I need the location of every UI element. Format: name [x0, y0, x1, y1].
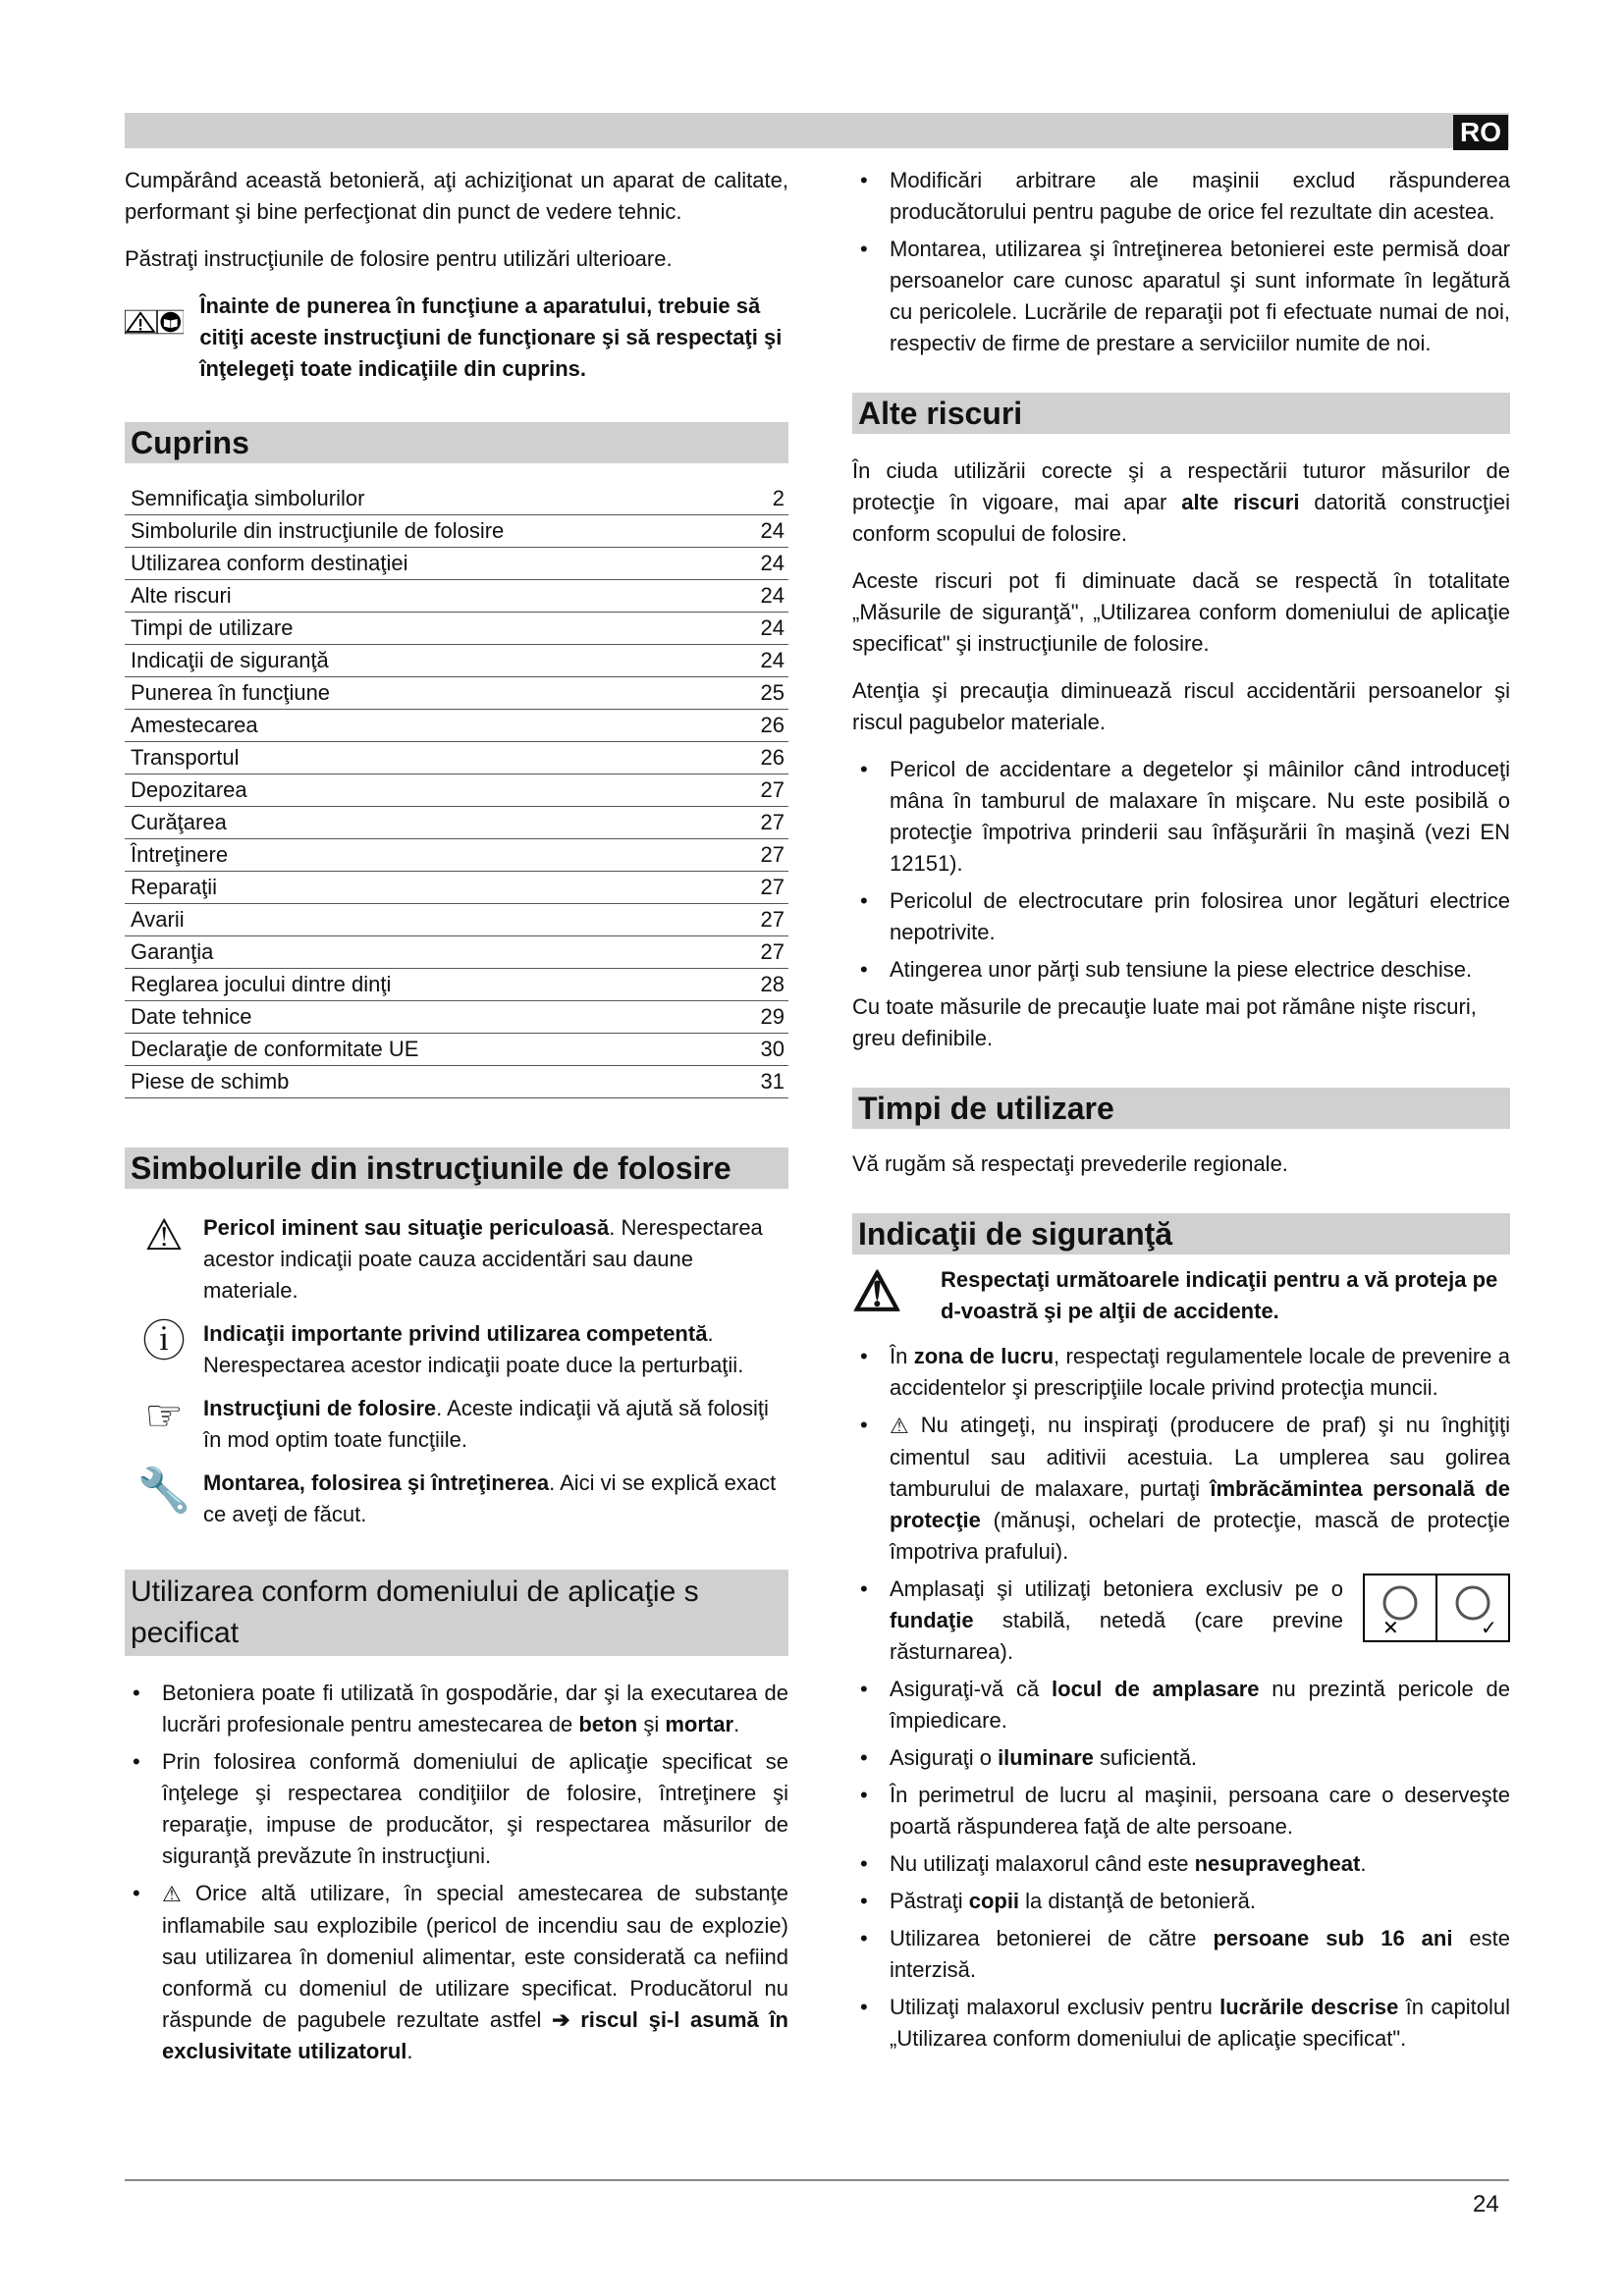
notice-text: Înainte de punerea în funcţiune a aparatului, trebuie să citiţi aceste instrucţiuni de funcţionare şi să respectaţi şi înţelegeţi toate indicaţiile din cuprins. — [199, 294, 783, 381]
toc-label: Punerea în funcţiune — [131, 680, 331, 705]
symbol-item — [125, 1393, 788, 1456]
toc-label: Declaraţie de conformitate UE — [131, 1037, 419, 1061]
toc-page: 30 — [760, 1037, 785, 1061]
toc-label: Depozitarea — [131, 777, 247, 802]
symbol-item — [125, 1318, 788, 1381]
toc-row — [125, 613, 788, 645]
toc-label: Reglarea jocului dintre dinţi — [131, 972, 392, 996]
toc-row — [125, 580, 788, 613]
toc-page: 27 — [760, 907, 785, 932]
toc-label: Utilizarea conform destinaţiei — [131, 551, 408, 575]
toc-row — [125, 839, 788, 872]
toc-page: 24 — [760, 551, 785, 575]
toc-label: Date tehnice — [131, 1004, 252, 1029]
svg-text:✕: ✕ — [1382, 1616, 1399, 1640]
list-item: • ⚠ Nu atingeţi, nu inspiraţi (producere de praf) şi nu înghiţiţi cimentul sau aditivii acestuia. La umplerea sau golirea tamburului de malaxare, purtaţi îmbrăcămintea personală de protecţie (mănuşi, ochelari de protecţie, mască de protecţie împotriva prafului). — [852, 1410, 1510, 1568]
toc-label: Întreţinere — [131, 842, 229, 867]
risks-heading: Alte riscuri — [852, 393, 1510, 434]
list-item: • În zona de lucru, respectaţi regulamentele locale de prevenire a accidentelor şi prescripţiile locale privind protecţia muncii. — [852, 1341, 1510, 1404]
list-item: • Amplasaţi şi utilizaţi betoniera exclusiv pe o fundaţie stabilă, netedă (care previne răsturnarea). ✕ ✓ — [852, 1574, 1510, 1668]
read-instructions-notice — [125, 291, 788, 385]
list-item: • ⚠ Orice altă utilizare, în special amestecarea de substanţe inflamabile sau explozibile (pericol de incendiu sau de explozie) sau utilizarea în domeniul alimentar, este considerată ca nefiind conformă cu domeniul de utilizare specificat. Producătorul nu răspunde de pagubele rezultate astfel ➔ riscul şi-l asumă în exclusivitate utilizatorul. — [125, 1878, 788, 2067]
toc-label: Timpi de utilizare — [131, 615, 294, 640]
list-item: • Prin folosirea conformă domeniului de aplicaţie specificat se înţelege şi respectarea condiţiilor de folosire, întreţinere şi reparaţie, impuse de producător, şi respectarea măsurilor de siguranţă prevăzute în instrucţiuni. — [125, 1746, 788, 1872]
safety-notice: ⚠ Respectaţi următoarele indicaţii pentru a vă proteja pe d-voastră şi pe alţii de accidente. — [852, 1260, 1498, 1323]
toc-label: Indicaţii de siguranţă — [131, 648, 329, 672]
list-item: • Nu utilizaţi malaxorul când este nesupravegheat. — [852, 1848, 1510, 1880]
toc-row — [125, 774, 788, 807]
table-of-contents — [125, 483, 788, 1098]
toc-page: 25 — [760, 680, 785, 705]
toc-row — [125, 1066, 788, 1098]
toc-page: 27 — [760, 939, 785, 964]
toc-page: 26 — [760, 745, 785, 770]
danger-triangle-icon: ⚠ — [852, 1260, 902, 1322]
toc-label: Transportul — [131, 745, 240, 770]
svg-text:✓: ✓ — [1481, 1616, 1497, 1640]
toc-row — [125, 936, 788, 969]
wrench-icon: 🔧 — [136, 1467, 191, 1515]
usage-list — [125, 1678, 788, 2067]
symbol-item — [125, 1212, 788, 1307]
toc-page: 31 — [760, 1069, 785, 1094]
list-item: • Montarea, utilizarea şi întreţinerea betonierei este permisă doar persoanelor care cunosc aparatul şi sunt informate în legătură cu pericolele. Lucrările de reparaţii pot fi efectuate numai de noi, respectiv de firme de prestare a serviciilor numite de noi. — [852, 234, 1510, 359]
toc-row — [125, 710, 788, 742]
risks-list — [852, 754, 1510, 986]
symbols-heading: Simbolurile din instrucţiunile de folosire — [125, 1148, 788, 1189]
list-item: • Utilizaţi malaxorul exclusiv pentru lucrările descrise în capitolul „Utilizarea conform domeniului de aplicaţie specificat". — [852, 1992, 1510, 2055]
info-icon: ⓘ — [142, 1317, 186, 1365]
footer-line — [125, 2179, 1509, 2181]
toc-heading: Cuprins — [125, 422, 788, 463]
toc-row — [125, 904, 788, 936]
symbols-list — [125, 1212, 788, 1530]
toc-label: Semnificaţia simbolurilor — [131, 486, 365, 510]
symbol-text: . Nerespectarea acestor indicaţii poate cauza accidentări sau daune materiale. — [203, 1215, 763, 1303]
toc-page: 24 — [760, 615, 785, 640]
list-item: • Pericolul de electrocutare prin folosirea unor legături electrice nepotrivite. — [852, 885, 1510, 948]
warning-icon — [125, 291, 157, 353]
list-item: • Utilizarea betonierei de către persoane sub 16 ani este interzisă. — [852, 1923, 1510, 1986]
list-item: • Pericol de accidentare a degetelor şi mâinilor când introduceţi mâna în tamburul de malaxare în mişcare. Nu este posibilă o protecţie împotriva prinderii sau înfăşurării în maşină (vezi EN 12151). — [852, 754, 1510, 880]
foundation-illustration-icon — [1363, 1574, 1510, 1642]
symbol-title: Instrucţiuni de folosire — [203, 1396, 437, 1420]
usage-heading: Utilizarea conform domeniului de aplicaţie s pecificat — [125, 1570, 788, 1656]
toc-row — [125, 1034, 788, 1066]
toc-page: 27 — [760, 810, 785, 834]
liability-list — [852, 165, 1510, 359]
toc-page: 27 — [760, 777, 785, 802]
symbol-title: Indicaţii importante privind utilizarea competentă — [203, 1321, 708, 1346]
toc-page: 24 — [760, 648, 785, 672]
header-bar — [125, 113, 1509, 148]
language-badge: RO — [1453, 115, 1508, 150]
toc-row — [125, 645, 788, 677]
list-item: • Asiguraţi o iluminare suficientă. — [852, 1742, 1510, 1774]
symbol-item — [125, 1468, 788, 1530]
warning-icon: ⚠ — [162, 1882, 182, 1907]
page-number: 24 — [1473, 2191, 1499, 2217]
left-column — [125, 165, 788, 2073]
symbol-title: Pericol iminent sau situaţie periculoasă — [203, 1215, 610, 1240]
list-item: • În perimetrul de lucru al maşinii, persoana care o deserveşte poartă răspunderea faţă de alte persoane. — [852, 1780, 1510, 1842]
toc-page: 24 — [760, 583, 785, 608]
toc-row — [125, 969, 788, 1001]
toc-label: Garanţia — [131, 939, 214, 964]
toc-label: Curăţarea — [131, 810, 227, 834]
toc-page: 27 — [760, 875, 785, 899]
toc-page: 27 — [760, 842, 785, 867]
list-item: • Modificări arbitrare ale maşinii exclud răspunderea producătorului pentru pagube de orice fel rezultate din acestea. — [852, 165, 1510, 228]
risks-paragraph: Atenţia şi precauţia diminuează riscul accidentării persoanelor şi riscul pagubelor materiale. — [852, 678, 1510, 734]
toc-row — [125, 483, 788, 515]
danger-triangle-icon: ⚠ — [144, 1211, 184, 1259]
keep-instructions-paragraph: Păstraţi instrucţiunile de folosire pentru utilizări ulterioare. — [125, 246, 673, 271]
list-item: • Betoniera poate fi utilizată în gospodărie, dar şi la executarea de lucrări profesionale pentru amestecarea de beton şi mortar. — [125, 1678, 788, 1740]
toc-row — [125, 677, 788, 710]
risks-paragraph: Aceste riscuri pot fi diminuate dacă se respectă în totalitate „Măsurile de siguranţă", „Utilizarea conform domeniului de aplicaţie specificat" şi instrucţiunile de folosire. — [852, 568, 1510, 656]
toc-label: Alte riscuri — [131, 583, 232, 608]
toc-label: Piese de schimb — [131, 1069, 290, 1094]
toc-page: 29 — [760, 1004, 785, 1029]
toc-label: Avarii — [131, 907, 185, 932]
warning-icon: ⚠ — [890, 1414, 909, 1439]
toc-page: 24 — [760, 518, 785, 543]
list-item: • Păstraţi copii la distanţă de betonieră. — [852, 1886, 1510, 1917]
safety-heading: Indicaţii de siguranţă — [852, 1213, 1510, 1255]
toc-label: Simbolurile din instrucţiunile de folosire — [131, 518, 505, 543]
times-paragraph: Vă rugăm să respectaţi prevederile regionale. — [852, 1151, 1288, 1176]
toc-row — [125, 515, 788, 548]
right-column — [852, 165, 1510, 2060]
toc-page: 26 — [760, 713, 785, 737]
intro-paragraph: Cumpărând această betonieră, aţi achiziţionat un aparat de calitate, performant şi bine perfecţionat din punct de vedere tehnic. — [125, 168, 788, 224]
toc-page: 2 — [772, 486, 785, 510]
symbol-text: . Aceste indicaţii vă ajută să folosiţi în mod optim toate funcţiile. — [203, 1396, 769, 1452]
list-item: • Asiguraţi-vă că locul de amplasare nu prezintă pericole de împiedicare. — [852, 1674, 1510, 1736]
toc-row — [125, 742, 788, 774]
symbol-title: Montarea, folosirea şi întreţinerea — [203, 1470, 550, 1495]
toc-row — [125, 1001, 788, 1034]
toc-label: Reparaţii — [131, 875, 218, 899]
toc-row — [125, 807, 788, 839]
toc-row — [125, 548, 788, 580]
risks-paragraph: Cu toate măsurile de precauţie luate mai pot rămâne nişte riscuri, greu definibile. — [852, 994, 1477, 1050]
list-item: • Atingerea unor părţi sub tensiune la piese electrice deschise. — [852, 954, 1510, 986]
safety-list — [852, 1341, 1510, 2055]
risks-paragraph: În ciuda utilizării corecte şi a respectării tuturor măsurilor de protecţie în vigoare, mai apar alte riscuri datorită construcţiei conform scopului de folosire. — [852, 458, 1511, 546]
symbol-text: . Aici vi se explică exact ce aveţi de făcut. — [203, 1470, 777, 1526]
times-heading: Timpi de utilizare — [852, 1088, 1510, 1129]
symbol-text: . Nerespectarea acestor indicaţii poate duce la perturbaţii. — [203, 1321, 744, 1377]
toc-page: 28 — [760, 972, 785, 996]
pointing-hand-icon: ☞ — [144, 1392, 184, 1440]
read-manual-icon — [157, 291, 185, 353]
toc-row — [125, 872, 788, 904]
toc-label: Amestecarea — [131, 713, 258, 737]
